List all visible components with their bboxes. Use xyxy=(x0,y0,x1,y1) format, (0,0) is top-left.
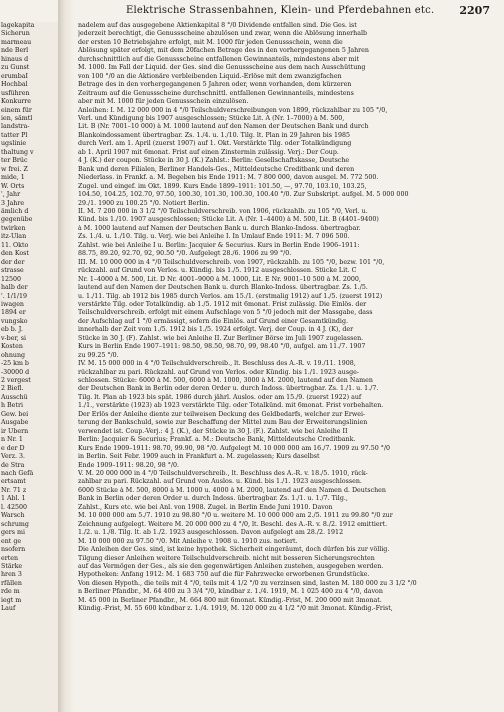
fragment-text-line: iegt m xyxy=(1,596,22,604)
body-text-line: der ersten 10 Betriebsjahre erfolgt, mit M. 1000 für jeden Genussschein, wenn die xyxy=(78,38,343,46)
body-text-line: der Deutschen Bank in Berlin oder deren Order u. durch Indoss. übertragbar. Zs. 1./1. u. 1./7. xyxy=(78,385,379,393)
body-text-line: Hypotheken: Anfang 1912: M. 1 683 750 auf die für Fahrzwecke erworbenen Grundstücke. xyxy=(78,571,370,579)
fragment-text-line: lagekapita xyxy=(1,22,35,29)
body-text-line: Die Anleihen der Ges. sind, ist keine hypothek. Sicherheit eingeräumt, doch dürfen bis zur völlig. xyxy=(78,546,390,554)
fragment-text-line: ter Brüc xyxy=(1,157,28,165)
fragment-text-line: ent ge xyxy=(1,537,22,545)
body-text-line: M. 10 000 000 zu 97.50 °/0. Mit Anleihe v. 1908 u. 1910 zus. notiert. xyxy=(78,537,298,545)
body-text-line: 88.75, 89.20, 92.70, 92, 90.50 °/0. Aufgelegt 28./6. 1906 zu 99 °/0. xyxy=(78,250,292,258)
body-text-line: Stücke in 30 J. (F). Zahlst. wie bei Anleihe II. Zur Berliner Börse im Juli 1907 zugelassen. xyxy=(78,334,364,342)
fragment-text-line: w frei. Z xyxy=(1,165,28,173)
fragment-text-line: 2 Biefl. xyxy=(1,385,24,393)
fragment-text-line: Ausschü xyxy=(1,393,28,401)
body-text-line: durch Verl. am 1. April (zuerst 1907) auf 1. Okt. Verstärkte Tilg. oder Totalkündigung xyxy=(78,140,352,148)
body-text-line: der Aufschlag auf 1 °/0 ermässigt, sofern die Einlös. auf Grund einer Gesamtkündig. xyxy=(78,317,348,325)
fragment-text-line: usführen xyxy=(1,89,30,97)
body-text-line: 29./1. 1900 zu 100.25 °/0. Notiert Berlin. xyxy=(78,199,210,207)
body-text-line: Zugel. und eingef. im Okt. 1899. Kurs Ende 1899–1911: 101.50, —, 97.70, 103.10, 103.25, xyxy=(78,182,367,190)
fragment-text-line: der der xyxy=(1,258,25,266)
fragment-text-line: Hochbal xyxy=(1,81,28,89)
body-text-line: ab 1. April 1907 mit 6monat. Frist auf einen Zinstermin zulässig. Verj.: Der Coup. xyxy=(78,148,339,156)
fragment-text-line: rfällen xyxy=(1,579,22,587)
body-text-line: rückzahl. auf Grund von Verlos. u. Kündig. bis 1./5. 1912 ausgeschlossen. Stücke Lit. C xyxy=(78,267,357,275)
body-text-line: Zahlst., Kurs etc. wie bei Anl. von 1908. Zugel. in Berlin Ende Juni 1910. Davon xyxy=(78,503,333,511)
fragment-text-line: ien, sämtl xyxy=(1,114,33,122)
body-text-line: Bank und deren Filialen, Berliner Handels-Ges., Mitteldeutsche Creditbank und deren xyxy=(78,165,355,173)
fragment-text-line: nde Berl xyxy=(1,47,29,55)
fragment-text-line: halb der xyxy=(1,284,28,292)
body-text-line: 6000 Stücke à M. 500, 8000 à M. 1000 u. 4000 à M. 2000, lautend auf den Namen d. Deutschen xyxy=(78,486,386,494)
body-text-line: Kurs Ende 1909–1911: 98.70, 99.90, 98 °/0. Aufgelegt M. 10 000 000 am 16./7. 1909 zu 97.50 °/0 xyxy=(78,444,391,452)
body-text-line: Berlin: Jacquier & Securius; Frankf. a. M.: Deutsche Bank, Mitteldeutsche Creditbank. xyxy=(78,436,356,444)
fragment-text-line: gegenübe xyxy=(1,216,33,224)
fragment-text-line: 2 vergest xyxy=(1,377,31,385)
body-text-line: IV. M. 15 000 000 in 4 °/0 Teilschuldverschreib., lt. Beschluss des A.-R. v. 19./11. 1908, xyxy=(78,360,356,368)
fragment-text-line: 1 Abl. 1 xyxy=(1,495,26,503)
fragment-text-line: de Stra xyxy=(1,461,25,469)
fragment-text-line: erten xyxy=(1,554,19,562)
fragment-text-line: l. 42500 xyxy=(1,503,28,511)
fragment-text-line: vungsko xyxy=(1,317,28,325)
fragment-text-line: ertsamt xyxy=(1,478,26,486)
body-text-line: Niederlass. in Frankf. a. M. Begeben bis Ende 1911: M. 7 800 000, davon ausgel. M. 772 500. xyxy=(78,174,379,182)
fragment-text-line: 12500 xyxy=(1,275,22,283)
fragment-text-line: v-ber, si xyxy=(1,334,27,342)
body-text-line: Zeitraum auf die Genussscheine durchschnittl. entfallenen Gewinnanteils, mindestens xyxy=(78,89,354,97)
fragment-text-line: iwagen xyxy=(1,300,24,308)
fragment-text-line: Nr. 71 z xyxy=(1,486,27,494)
fragment-text-line: 11. Okto xyxy=(1,241,29,249)
body-text-line: Lit. B (Nr. 7001–10 000) à M. 1000 lautend auf den Namen der Deutschen Bank und durch xyxy=(78,123,369,131)
body-text-line: u. 1./11. Tilg. ab 1912 bis 1985 durch Verlos. am 15./1. (erstmalig 1912) auf 1./5. (zuerst 1912) xyxy=(78,292,383,300)
fragment-text-line: rde m xyxy=(1,588,20,596)
fragment-text-line: ', Jahr xyxy=(1,191,21,199)
body-text-line: 4 J. (K.) der coupon. Stücke in 30 J. (K.) Zahlst.: Berlin: Gesellschaftskasse, Deutsche xyxy=(78,157,350,165)
body-text-line: 1./2. u. 1./8. Tilg. lt. ab 1./2. 1923 ausgeschlossen. Davon aufgelegt am 28./2. 1912 xyxy=(78,529,344,537)
fragment-text-line: 1894 er xyxy=(1,309,26,317)
body-text-line: schlossen. Stücke: 6000 à M. 500, 6000 à M. 1000, 3000 à M. 2000, lautend auf den Namen xyxy=(78,377,373,385)
fragment-text-line: gers mi xyxy=(1,529,25,537)
body-text-line: Künd. bis 1./10. 1907 ausgeschlossen; Stücke Lit. A (Nr. 1–4400) à M. 500, Lit. B (4401–9400) xyxy=(78,216,379,224)
fragment-text-line: nach Gefä xyxy=(1,470,34,478)
body-text-line: lautend auf den Namen der Deutschen Bank u. durch Blanko-Indoss. übertragbar. Zs. 1./5. xyxy=(78,284,368,292)
body-text-line: jederzeit berechtigt, die Genussscheine abzulösen und zwar, wenn die Ablösung innerhalb xyxy=(78,30,368,38)
body-text-line: Tilgung dieser Anleihen weitere Teilschuldverschreib. nicht mit besseren Sicherungsrechten xyxy=(78,554,375,562)
body-text-line: II. M. 7 200 000 in 3 1/2 °/0 Teilschuldverschreib. von 1906, rückzahlb. zu 105 °/0, Verl. u. xyxy=(78,207,368,215)
fragment-text-line: erumbaI xyxy=(1,72,29,80)
fragment-text-line: Konkurre xyxy=(1,98,31,106)
running-title: Elektrische Strassenbahnen, Klein- und Pferdebahnen etc. xyxy=(126,4,435,16)
body-text-line: durchschnittlich auf die Genussscheine entfallenen Gewinnanteils, mindestens aber mit xyxy=(78,55,360,63)
fragment-text-line: -30000 d xyxy=(1,368,30,376)
body-text-line: V. M. 20 000 000 in 4 °/0 Teilschuldverschreib., lt. Beschluss des A.-R. v. 18./5. 1910, rück- xyxy=(78,470,368,478)
body-text-line: 1./1., verstärkte (1923) ab 1923 verstärkte Tilg. oder Totalkünd. mit 6monat. Frist vorbehalten. xyxy=(78,402,384,410)
fragment-text-line: Warsch xyxy=(1,512,25,520)
fragment-text-line: schrumg xyxy=(1,520,29,528)
body-text-line: nadelem auf das ausgegebene Aktienkapital 8 °/0 Dividende entfallen sind. Die Ges. ist xyxy=(78,22,357,29)
body-text-line: Kurs in Berlin Ende 1907–1911: 98.50, 98.50, 98.70, 99, 98.40 °/0, aufgel. am 11./7. 1907 xyxy=(78,343,366,351)
fragment-text-line: thaltung v xyxy=(1,148,34,156)
fragment-text-line: eb b. J. xyxy=(1,326,23,334)
page-number: 2207 xyxy=(459,3,490,17)
fragment-text-line: Ausgabe xyxy=(1,419,29,427)
fragment-text-line: mide, 1 xyxy=(1,174,25,182)
fragment-text-line: h Betri xyxy=(1,402,23,410)
fragment-text-line: den Kost xyxy=(1,250,29,258)
body-text-line: Tilg. lt. Plan ab 1923 bis spät. 1986 durch jährl. Auslos. oder am 15./9. (zuerst 1922) auf xyxy=(78,393,362,401)
body-text-line: in Berlin. Seit Febr. 1909 auch in Frankfurt a. M. zugelassen; Kurs daselbst xyxy=(78,453,320,461)
body-text-line: Betrage des in den vorhergegangenen 5 Jahren oder, wenn vorhanden, dem kürzeren xyxy=(78,81,352,89)
fragment-text-line: ir Ubern xyxy=(1,427,29,435)
fragment-text-line: itz-Ulan xyxy=(1,233,27,241)
body-text-line: Ende 1909–1911: 98.20, 98 °/0. xyxy=(78,461,180,469)
body-text-line: Anleihen: I. M. 12 000 000 in 4 °/0 Teilschuldverschreibungen von 1899, rückzahlbar zu 105 °/0, xyxy=(78,106,388,114)
fragment-text-line: 3 Jahre xyxy=(1,199,25,207)
body-text-line: Zeichnung aufgelegt. Weitere M. 20 000 000 zu 4 °/0, lt. Beschl. des A.-R. v. 8./2. 1912 emittiert. xyxy=(78,520,388,528)
body-text-line: verstärkte Tilg. oder Totalkündig. ab 1./5. 1912 mit 6monat. Frist zulässig. Die Einlös. der xyxy=(78,300,367,308)
fragment-text-line: einem für xyxy=(1,106,32,114)
fragment-text-line: nsofern xyxy=(1,546,26,554)
fragment-text-line: '. 1/1/19 xyxy=(1,292,28,300)
body-text-line: Ablösung später erfolgt, mit dem 20fachen Betrage des in den vorhergegangenen 5 Jahren xyxy=(78,47,369,55)
body-text-line: Teilschuldverschreib. erfolgt mit einem Aufschlage von 5 °/0 jedoch mit der Massgabe, dass xyxy=(78,309,373,317)
fragment-text-line: landstra- xyxy=(1,123,30,131)
fragment-text-line: hren 3 xyxy=(1,571,22,579)
fragment-text-line: strasse xyxy=(1,267,24,275)
fragment-text-line: marmeau xyxy=(1,38,32,46)
body-text-line: M. 45 000 in Berliner Pfandbr., M. 664 800 mit 6monat. Kündig.-Frist, M. 200 000 mit 3monat. xyxy=(78,596,382,604)
book-gutter xyxy=(58,0,74,712)
main-text-column xyxy=(78,22,494,710)
adjacent-page-fragment xyxy=(0,22,58,712)
body-text-line: Bank in Berlin oder deren Order u. durch Indoss. übertragbar. Zs. 1./1. u. 1./7. Tilg., xyxy=(78,495,348,503)
body-text-line: zu 99.25 °/0. xyxy=(78,351,119,359)
page-header xyxy=(0,0,504,20)
body-text-line: M. 1000. Im Fall der Liquid. der Ges. sind die Genussscheine aus dem nach Ausschüttung xyxy=(78,64,366,72)
fragment-text-line: zu Gunst xyxy=(1,64,30,72)
body-text-line: terung der Bankschuld, sowie zur Beschaffung der Mittel zum Bau der Erweiterungslinien xyxy=(78,419,368,427)
fragment-text-line: ugslinie xyxy=(1,140,27,148)
body-text-line: Verl. und Kündigung bis 1907 ausgeschlossen; Stücke Lit. A (Nr. 1–7000) à M. 500, xyxy=(78,114,345,122)
body-text-line: Zs. 1./4. u. 1./10. Tilg. u. Verj. wie bei Anleihe I. In Umlauf Ende 1911: M. 7 096 500. xyxy=(78,233,350,241)
fragment-text-line: Gew. bei xyxy=(1,410,29,418)
body-text-line: III. M. 10 000 000 in 4 °/0 Teilschuldverschreib. von 1907, rückzahlb. zu 105 °/0, bezw. 101 °/0, xyxy=(78,258,385,266)
fragment-text-line: Stärke xyxy=(1,563,23,570)
body-text-line: aber mit M. 1000 für jeden Genussschein einzulösen. xyxy=(78,98,249,106)
body-text-line: auf das Vermögen der Ges., als sie den gegenwärtigen Anleihen zustehen, ausgegeben werden. xyxy=(78,563,384,570)
fragment-text-line: ohnung xyxy=(1,351,26,359)
body-text-line: 104.50, 104.25, 102.70, 97.50, 100.30, 101.30, 100.30, 100.40 °/0. Zur Subskript. aufgel. M. 5 000 000 xyxy=(78,191,409,199)
body-text-line: à M. 1000 lautend auf Namen der Deutschen Bank u. durch Blanko-Indoss. übertragbar. xyxy=(78,224,361,232)
fragment-text-line: Verz. 3. xyxy=(1,453,26,461)
fragment-text-line: Sicherun xyxy=(1,30,30,38)
body-text-line: M. 10 000 000 am 5./7. 1910 zu 98.80 °/0 u. weitere M. 10 000 000 am 2./5. 1911 zu 99.80 °/0 zur xyxy=(78,512,393,520)
fragment-text-line: twirken xyxy=(1,224,26,232)
fragment-text-line: Kosten xyxy=(1,343,23,351)
body-text-line: Blankoindossament übertragbar. Zs. 1./4. u. 1./10. Tilg. lt. Plan in 29 Jahren bis 1985 xyxy=(78,131,351,139)
body-text-line: zahlbar zu pari. Rückzahl. auf Grund von Auslos. u. Künd. bis 1./1. 1923 ausgeschlossen. xyxy=(78,478,362,486)
fragment-text-line: -25 km b xyxy=(1,360,29,368)
fragment-text-line: hinaus d xyxy=(1,55,29,63)
body-text-line: Kündig.-Frist, M. 55 600 kündbar z. 1./4. 1919, M. 120 000 zu 4 1/2 °/0 mit 3monat. Kündig.-Frist, xyxy=(78,605,393,613)
body-text-line: n Berliner Pfandbr., M. 64 400 zu 3 3/4 °/0, kündbar z. 1./4. 1919, M. 1 025 400 zu 4 °/0, davon xyxy=(78,588,383,596)
fragment-text-line: tatter Pl xyxy=(1,131,28,139)
body-text-line: von 100 °/0 an die Aktionäre verbleibenden Liquid.-Erlöse mit dem zwanzigfachen xyxy=(78,72,342,80)
fragment-text-line: W. Orts xyxy=(1,182,25,190)
fragment-text-line: ämlich d xyxy=(1,207,29,215)
body-text-line: Zahlst. wie bei Anleihe I u. Berlin: Jacquier & Securius. Kurs in Berlin Ende 1906–1911: xyxy=(78,241,360,249)
body-text-line: innerhalb der Zeit vom 1./5. 1912 bis 1./5. 1924 erfolgt. Verj. der Coup. in 4 J. (K), der xyxy=(78,326,354,334)
fragment-text-line: e der D xyxy=(1,444,25,452)
body-text-line: rückzahlbar zu pari. Rückzahl. auf Grund von Verlos. oder Kündig. bis 1./1. 1923 ausge- xyxy=(78,368,359,376)
body-text-line: Nr. 1–4000 à M. 500, Lit. D Nr. 4001–9000 à M. 1000, Lit. E Nr. 9001–10 500 à M. 2000, xyxy=(78,275,361,283)
fragment-text-line: n Nr. 1 xyxy=(1,436,23,444)
body-text-line: verwendet ist. Coup.-Verj.: 4 J. (K.), der Stücke in 30 J. (F.). Zahlst. wie bei Anleihe II xyxy=(78,427,348,435)
body-text-line: Von diesen Hypoth., die teils mit 4 °/0, teils mit 4 1/2 °/0 zu verzinsen sind, lasten M. 180 000 zu 3 1/2 °/0 xyxy=(78,579,417,587)
fragment-text-line: Lauf xyxy=(1,605,16,613)
body-text-line: Der Erlös der Anleihe diente zur teilweisen Deckung des Geldbedarfs, welcher zur Erwei- xyxy=(78,410,366,418)
